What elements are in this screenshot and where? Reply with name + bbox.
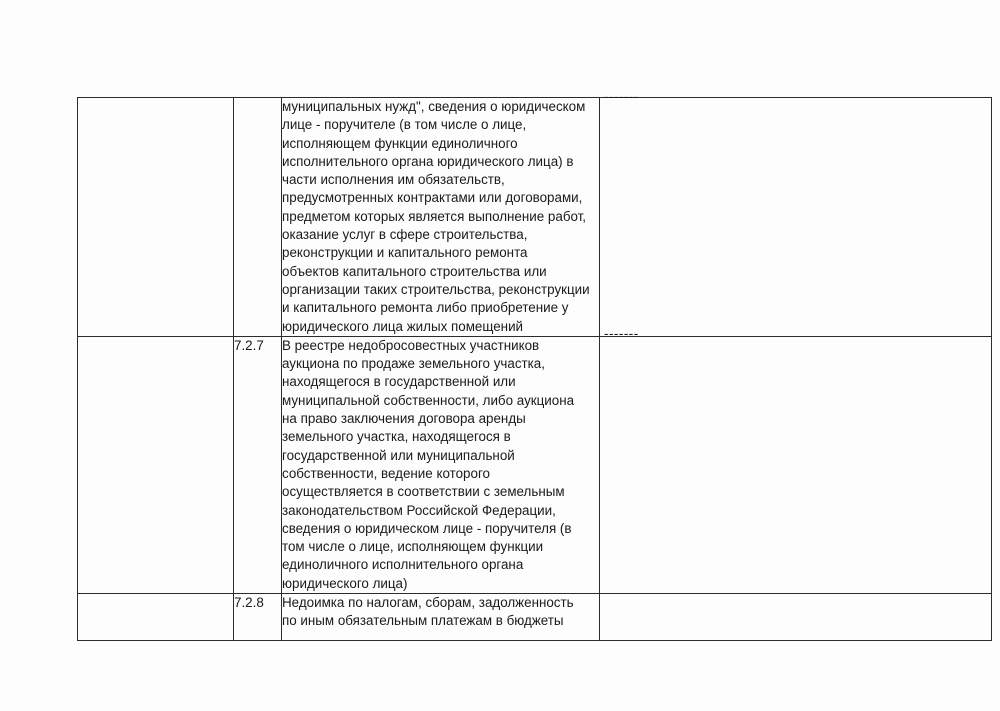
description-line: муниципальных нужд", сведения о юридическом (282, 99, 586, 114)
description-line: предусмотренных контрактами или договорами, (282, 190, 583, 206)
table-row (78, 336, 992, 593)
description-line: государственной или муниципальной (282, 447, 515, 463)
description-line: юридического лица) (282, 575, 408, 591)
item-number (234, 98, 282, 337)
description-line: том числе о лице, исполняющем функции (282, 539, 544, 555)
item-value: ------- (604, 89, 639, 104)
item-value-cell (600, 89, 992, 337)
requirements-table (77, 89, 992, 641)
item-description (282, 98, 600, 337)
description-line: Недоимка по налогам, сборам, задолженность (282, 595, 574, 611)
description-line: осуществляется в соответствии с земельным (282, 484, 565, 500)
item-value: ------- (604, 325, 639, 341)
description-line: объектов капитального строительства или (282, 263, 547, 279)
item-description (282, 594, 600, 641)
description-line: реконструкции и капитального ремонта (282, 245, 528, 261)
description-line: предметом которых является выполнение работ, (282, 208, 587, 224)
description-line: по иным обязательным платежам в бюджеты (282, 613, 564, 629)
section-cell (78, 594, 234, 641)
description-line: сведения о юридическом лице - поручителя (в (282, 520, 572, 536)
description-line: единоличного исполнительного органа (282, 557, 524, 573)
description-line: муниципальной собственности, либо аукциона (282, 392, 575, 408)
item-description (282, 336, 600, 593)
item-value-cell (600, 594, 992, 641)
description-line: собственности, ведение которого (282, 465, 490, 481)
description-line: юридического лица жилых помещений (282, 318, 524, 334)
description-line: находящегося в государственной или (282, 374, 516, 390)
section-cell (78, 98, 234, 337)
item-value-cell (600, 325, 992, 593)
description-line: и капитального ремонта либо приобретение у (282, 300, 569, 316)
description-line: части исполнения им обязательств, (282, 172, 505, 188)
item-number: 7.2.7 (234, 336, 282, 593)
table-row (78, 594, 992, 641)
description-line: исполнительного органа юридического лица) в (282, 153, 574, 169)
table-row (78, 98, 992, 337)
description-line: законодательством Российской Федерации, (282, 502, 556, 518)
section-cell (78, 336, 234, 593)
description-line: аукциона по продаже земельного участка, (282, 356, 545, 372)
description-line: земельного участка, находящегося в (282, 429, 511, 445)
description-line: лице - поручителе (в том числе о лице, (282, 117, 527, 133)
description-line: оказание услуг в сфере строительства, (282, 227, 528, 243)
description-line: организации таких строительства, реконструкции (282, 281, 590, 297)
description-line: исполняющем функции единоличного (282, 135, 518, 151)
description-line: на право заключения договора аренды (282, 411, 526, 427)
description-line: В реестре недобросовестных участников (282, 337, 540, 353)
item-number: 7.2.8 (234, 594, 282, 641)
